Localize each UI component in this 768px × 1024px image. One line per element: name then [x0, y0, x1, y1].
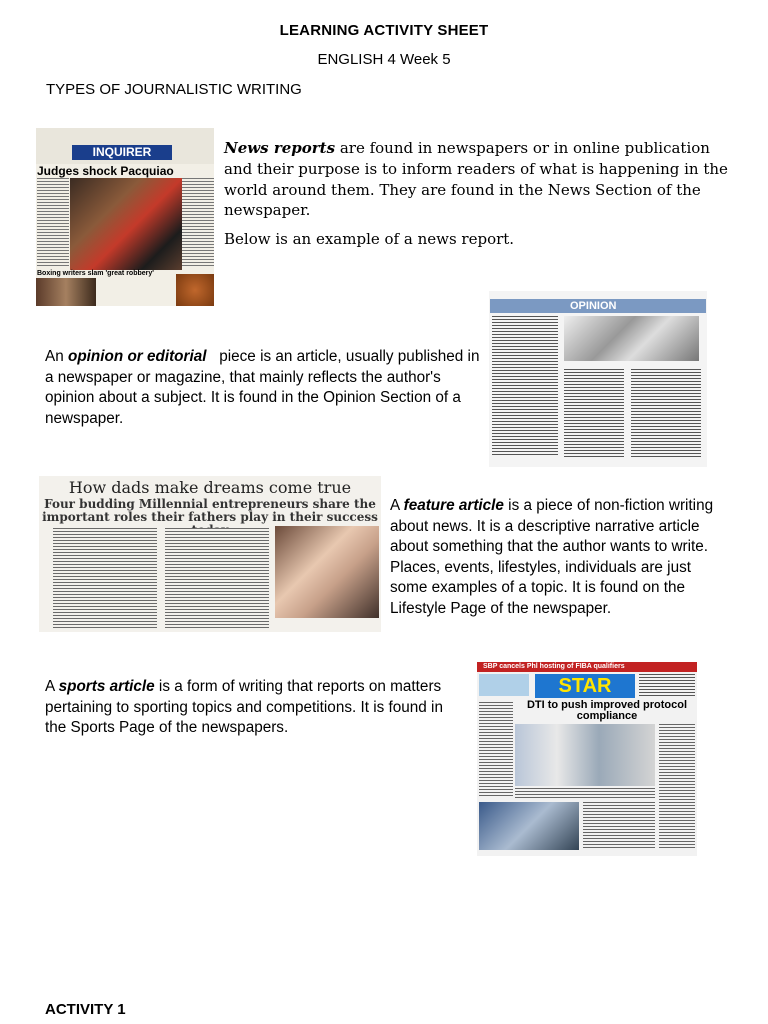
editorial-cartoon	[564, 316, 699, 361]
covid-box	[479, 674, 529, 696]
sports-body: is a form of writing that reports on matters pertaining to sporting topics and competitions. It is found in the Sports Page of the newspapers.	[45, 678, 443, 737]
opinion-term: opinion or editorial	[67, 348, 207, 365]
feature-headline: How dads make dreams come true	[68, 478, 352, 497]
text-column	[583, 802, 655, 850]
newspaper-masthead: INQUIRER	[72, 145, 172, 160]
sports-term: sports article	[58, 678, 155, 695]
boxing-photo	[70, 178, 182, 270]
text-column	[659, 724, 695, 850]
text-column	[53, 528, 157, 628]
sports-paragraph	[45, 677, 445, 739]
feature-term: feature article	[403, 497, 504, 514]
sports-example-image	[477, 662, 697, 856]
text-column	[165, 528, 269, 628]
star-headline: DTI to push improved protocol compliance	[526, 699, 688, 722]
feature-paragraph	[390, 496, 730, 620]
opinion-paragraph	[45, 347, 485, 429]
sheet-title: LEARNING ACTIVITY SHEET	[279, 22, 489, 39]
feature-photo	[275, 526, 379, 618]
news-report-term: News reports	[224, 139, 336, 157]
feature-prefix: A	[390, 497, 404, 514]
sports-prefix: A	[45, 678, 59, 695]
bottom-photo	[479, 802, 579, 850]
sheet-subtitle: ENGLISH 4 Week 5	[317, 51, 451, 68]
newspaper-photo	[36, 278, 96, 306]
news-photos	[515, 724, 655, 786]
opinion-example-image	[489, 291, 707, 467]
news-report-body: are found in newspapers or in online publication and their purpose is to inform readers of what is happening in the world around them. They are found in the News Section of the newspaper.	[224, 139, 728, 220]
text-column	[639, 674, 695, 698]
text-column	[37, 178, 69, 268]
text-column	[182, 178, 214, 268]
opinion-body: piece is an article, usually published in a newspaper or magazine, that mainly reflects the author's opinion about a subject. It is found in the Opinion Section of a newspaper.	[45, 348, 484, 427]
opinion-prefix: An	[45, 348, 68, 365]
news-report-example-note: Below is an example of a news report.	[224, 230, 515, 249]
newspaper-subhead: Boxing writers slam 'great robbery'	[37, 270, 154, 277]
sports-topline: SBP cancels Phl hosting of FIBA qualifiers	[477, 662, 697, 672]
activity-heading: ACTIVITY 1	[45, 1001, 126, 1018]
feature-example-image	[39, 476, 381, 632]
text-column	[492, 316, 558, 456]
feature-subhead: Four budding Millennial entrepreneurs share the important roles their fathers play in their success	[42, 497, 378, 524]
text-column	[515, 788, 655, 800]
advert-image	[176, 274, 214, 306]
news-report-paragraph	[224, 138, 734, 250]
text-column	[564, 369, 624, 457]
news-report-example-image	[36, 128, 214, 306]
feature-body: is a piece of non-fiction writing about news. It is a descriptive narrative article about something that the author wants to write. Places, events, lifestyles, individuals are just some examples of a topic. It is found on the Lifestyle Page of the newspaper.	[390, 497, 714, 617]
text-column	[479, 702, 513, 798]
star-masthead: STAR	[535, 674, 635, 698]
opinion-banner: OPINION	[490, 299, 706, 313]
newspaper-headline: Judges shock Pacquiao	[37, 164, 174, 178]
topic-heading: TYPES OF JOURNALISTIC WRITING	[46, 81, 302, 98]
text-column	[631, 369, 701, 457]
